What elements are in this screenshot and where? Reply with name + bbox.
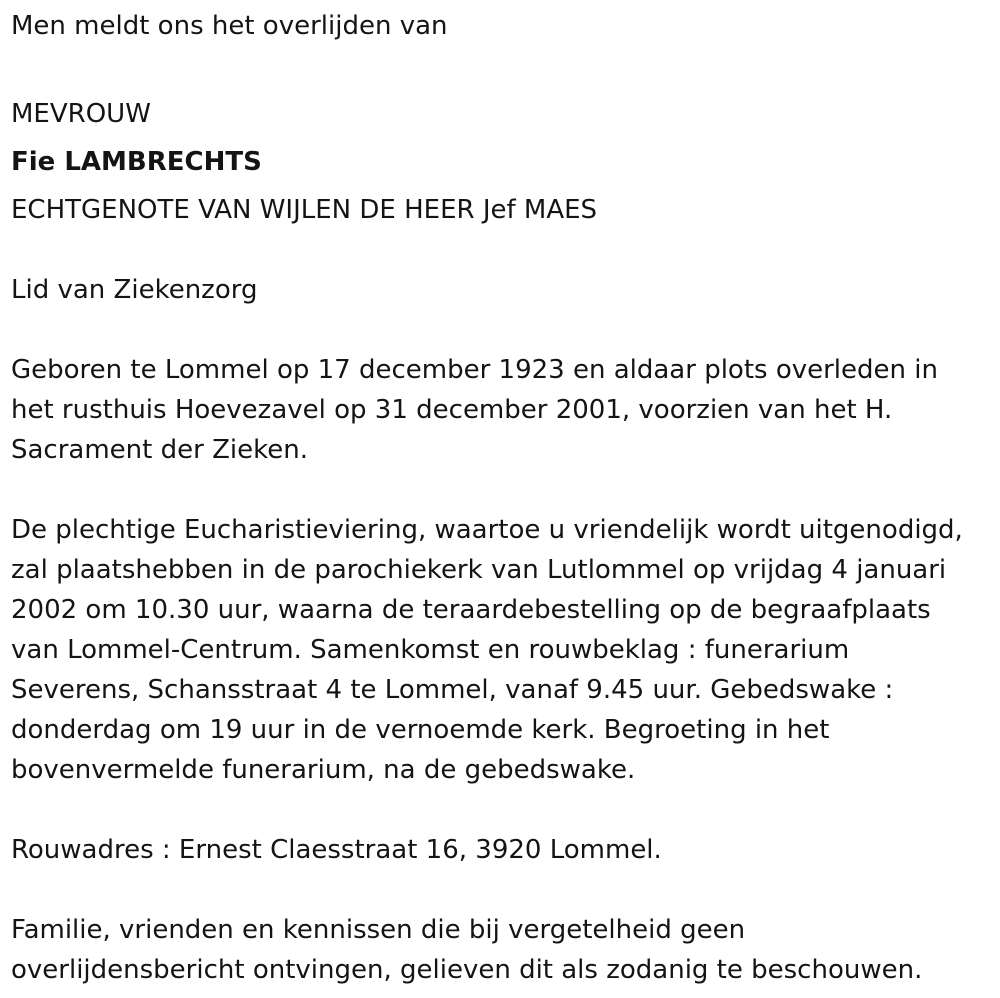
salutation: MEVROUW bbox=[11, 99, 151, 129]
paragraph-line: Geboren te Lommel op 17 december 1923 en aldaar plots overleden in bbox=[11, 355, 938, 385]
birth-death-paragraph bbox=[11, 350, 991, 470]
paragraph-line: Severens, Schansstraat 4 te Lommel, vanaf 9.45 uur. Gebedswake : bbox=[11, 675, 894, 705]
ceremony-paragraph bbox=[11, 510, 991, 790]
paragraph-line: overlijdensbericht ontvingen, gelieven dit als zodanig te beschouwen. bbox=[11, 955, 923, 985]
paragraph-line: bovenvermelde funerarium, na de gebedswake. bbox=[11, 755, 636, 785]
paragraph-line: zal plaatshebben in de parochiekerk van Lutlommel op vrijdag 4 januari bbox=[11, 555, 947, 585]
paragraph-line: van Lommel-Centrum. Samenkomst en rouwbeklag : funerarium bbox=[11, 635, 850, 665]
intro-text: Men meldt ons het overlijden van bbox=[11, 11, 448, 41]
paragraph-line: De plechtige Eucharistieviering, waartoe u vriendelijk wordt uitgenodigd, bbox=[11, 515, 963, 545]
spouse-line: ECHTGENOTE VAN WIJLEN DE HEER Jef MAES bbox=[11, 195, 598, 225]
paragraph-line: Familie, vrienden en kennissen die bij vergetelheid geen bbox=[11, 915, 746, 945]
spacer bbox=[11, 230, 991, 270]
spacer bbox=[11, 870, 991, 910]
paragraph-line: donderdag om 19 uur in de vernoemde kerk. Begroeting in het bbox=[11, 715, 830, 745]
spacer bbox=[11, 46, 991, 86]
paragraph-line: 2002 om 10.30 uur, waarna de teraardebestelling op de begraafplaats bbox=[11, 595, 931, 625]
mourning-address: Rouwadres : Ernest Claesstraat 16, 3920 Lommel. bbox=[11, 835, 662, 865]
membership-line: Lid van Ziekenzorg bbox=[11, 275, 258, 305]
deceased-name: Fie LAMBRECHTS bbox=[11, 147, 262, 177]
spacer bbox=[11, 470, 991, 510]
notice-paragraph bbox=[11, 910, 991, 990]
spacer bbox=[11, 310, 991, 350]
paragraph-line: Sacrament der Zieken. bbox=[11, 435, 308, 465]
obituary-document bbox=[11, 6, 991, 990]
spacer bbox=[11, 790, 991, 830]
paragraph-line: het rusthuis Hoevezavel op 31 december 2001, voorzien van het H. bbox=[11, 395, 893, 425]
